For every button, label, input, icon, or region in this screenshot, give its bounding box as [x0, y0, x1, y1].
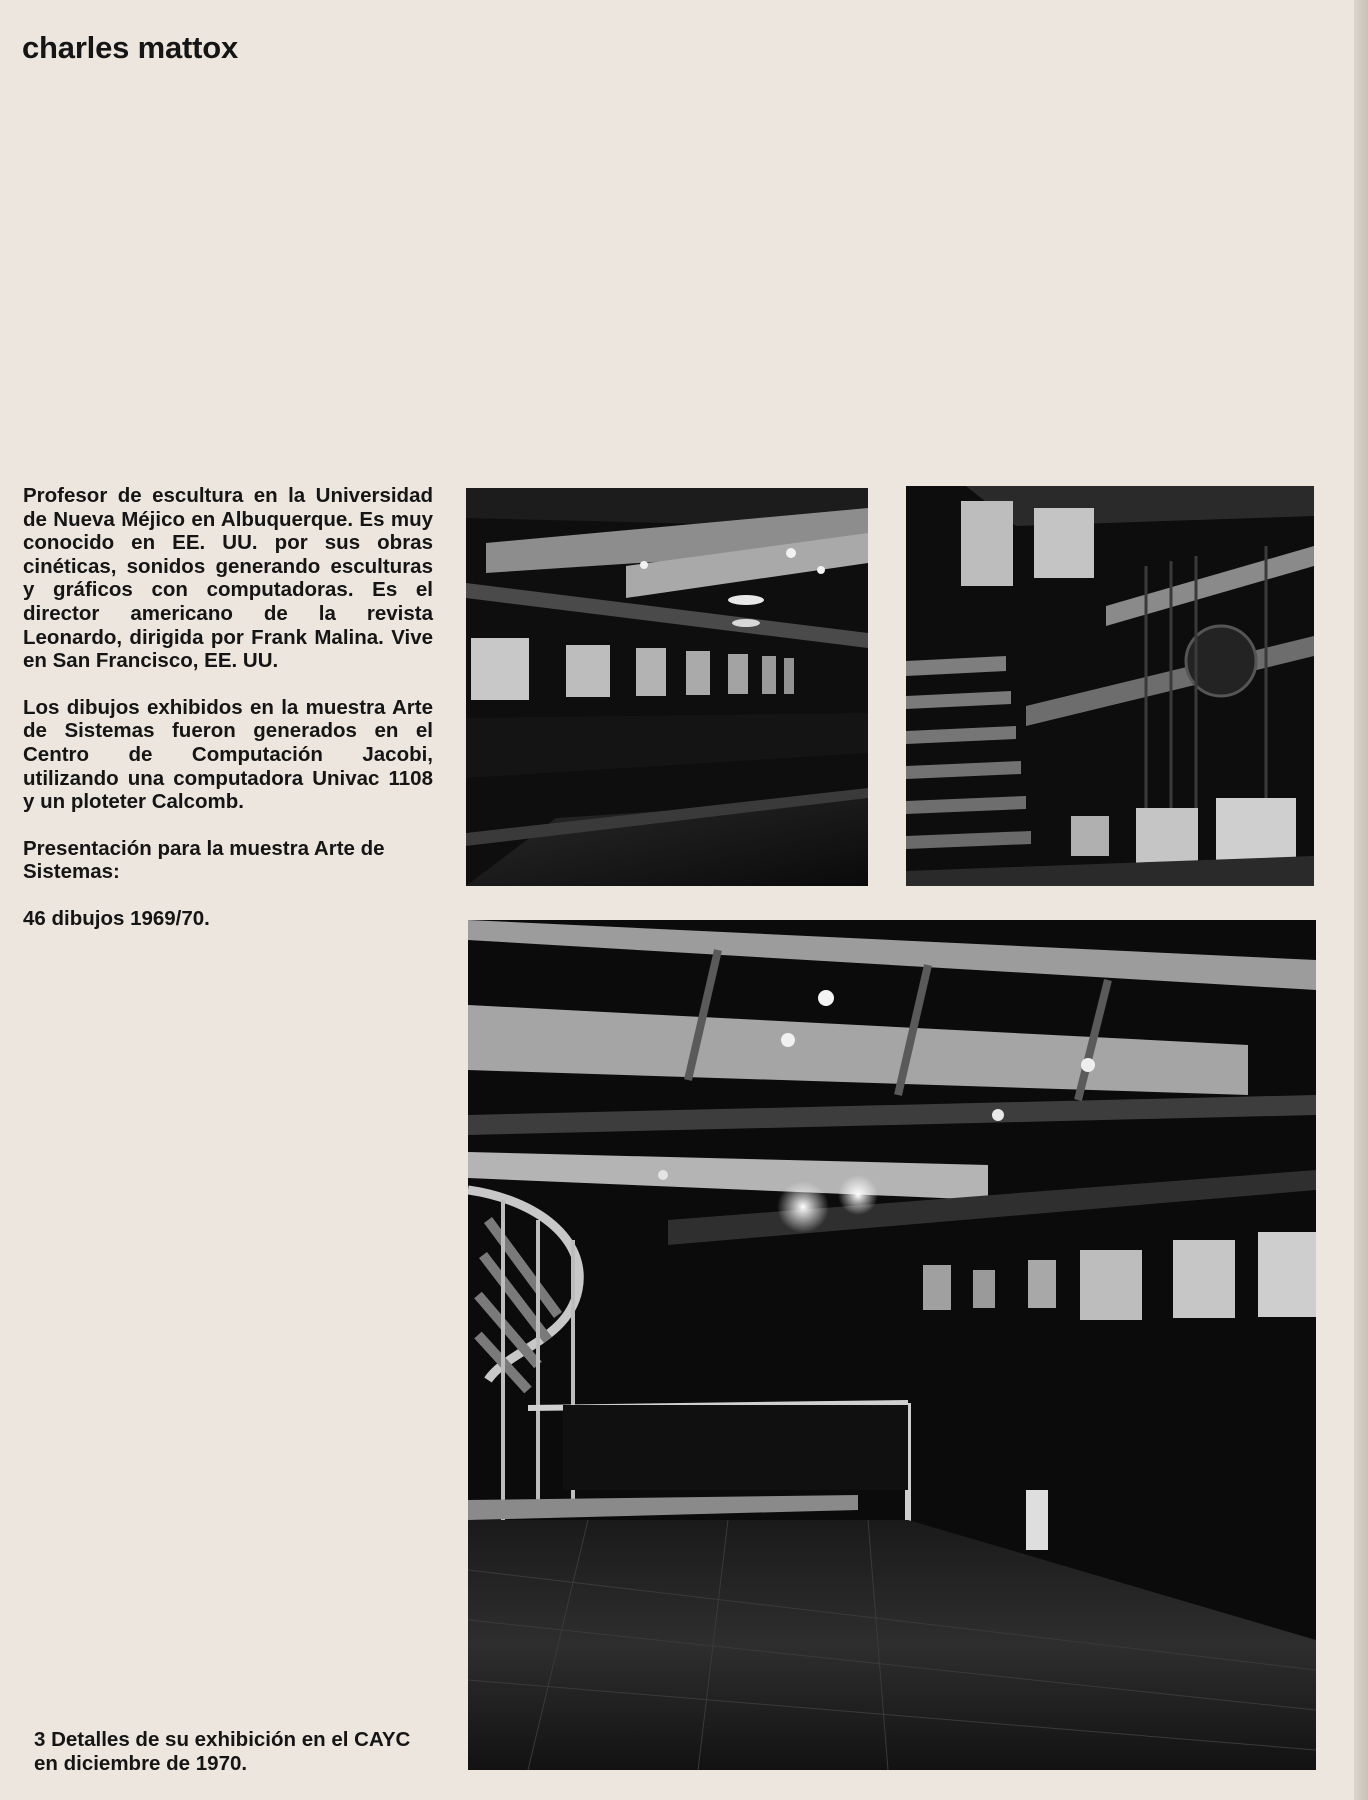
- page-title: charles mattox: [22, 30, 239, 65]
- photo-caption: 3 Detalles de su exhibición en el CAYC en diciembre de 1970.: [34, 1728, 411, 1775]
- exhibition-photo-1-image: [466, 488, 868, 886]
- exhibition-photo-2: [906, 486, 1314, 886]
- exhibition-photo-3-image: [468, 920, 1316, 1770]
- drawings-paragraph: Los dibujos exhibidos en la muestra Arte de Sistemas fueron generados en el Centro de Computación Jacobi, utilizando una computadora Univac 1108 y un ploteter Calcomb.: [23, 695, 433, 814]
- exhibition-photo-3: [468, 920, 1316, 1770]
- page-edge: [1354, 0, 1368, 1800]
- works-count-paragraph: 46 dibujos 1969/70.: [23, 906, 210, 930]
- bio-paragraph: Profesor de escultura en la Universidad de Nueva Méjico en Albuquerque. Es muy conocido en EE. UU. por sus obras cinéticas, sonidos generando esculturas y gráficos con computadoras. Es el director americano de la revista Leonardo, dirigida por Frank Malina. Vive en San Francisco, EE. UU.: [23, 484, 433, 673]
- exhibition-photo-1: [466, 488, 868, 886]
- body-text: [23, 484, 433, 954]
- exhibition-photo-2-image: [906, 486, 1314, 886]
- presentation-paragraph: Presentación para la muestra Arte de Sistemas:: [23, 836, 385, 884]
